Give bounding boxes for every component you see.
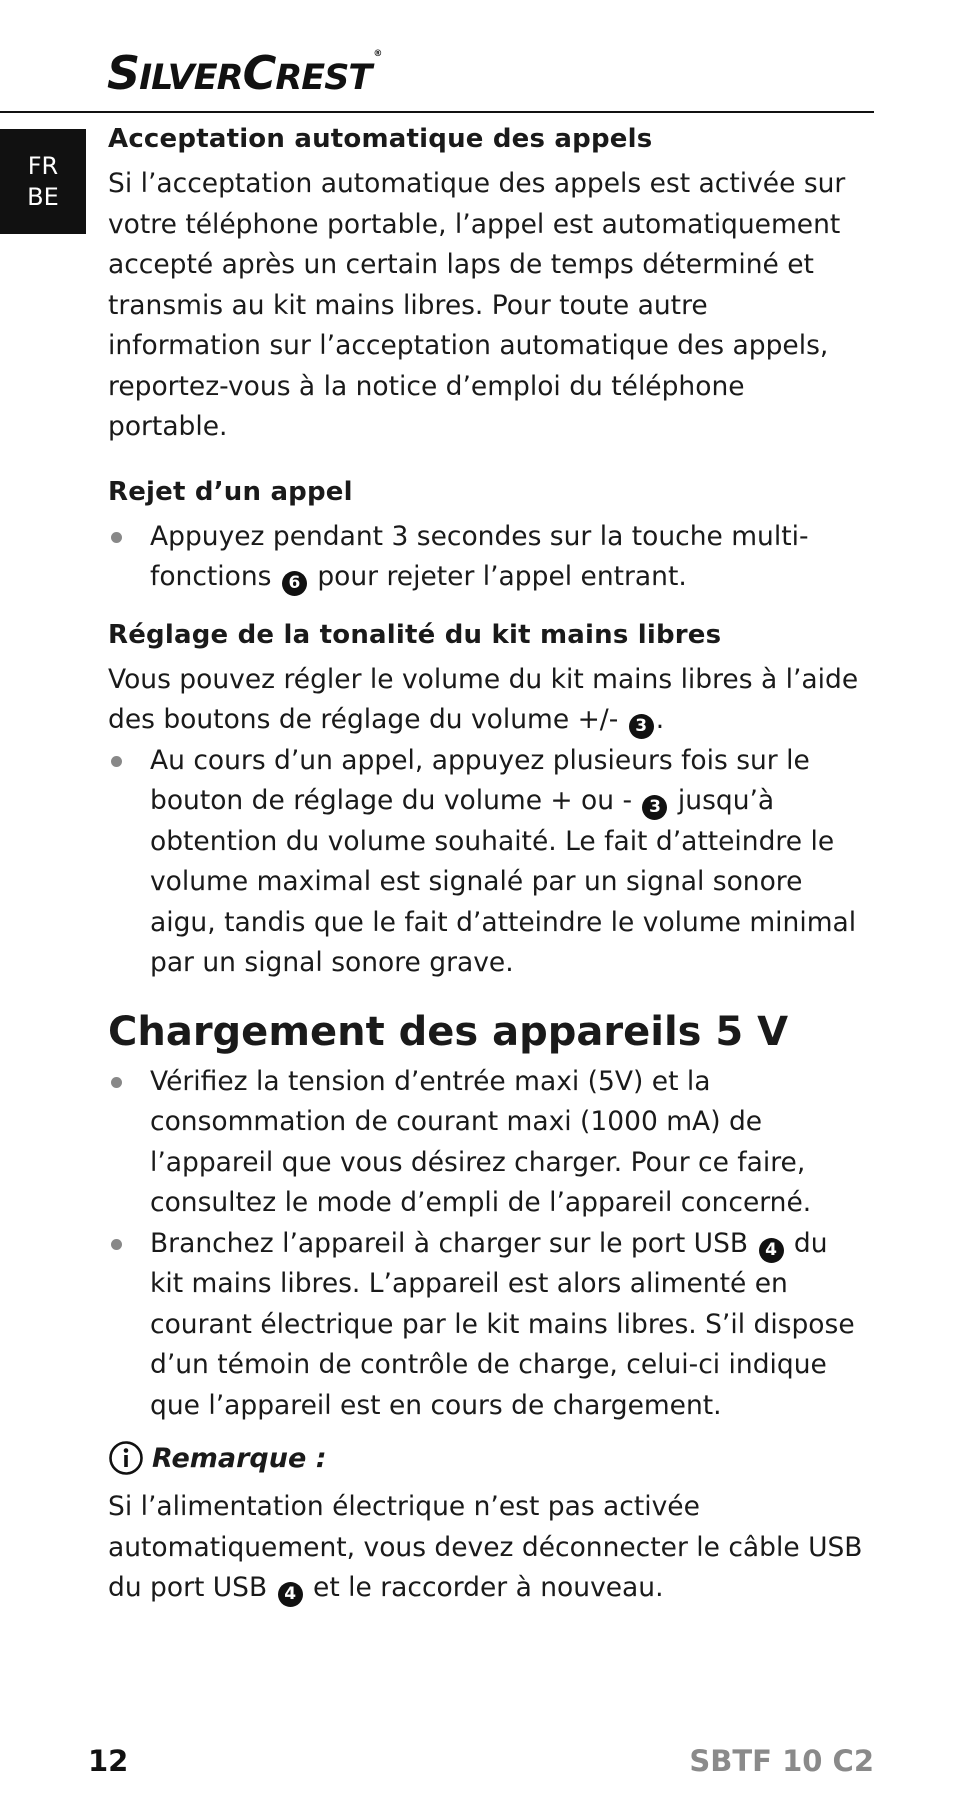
list-item: Vérifiez la tension d’entrée maxi (5V) et la consommation de courant maxi (1000 mA) de l’appareil que vous désirez charger. Pour ce faire, consultez le mode d’empli de l’appareil concerné. [108, 1062, 868, 1224]
callout-number-icon: 4 [759, 1238, 784, 1263]
chapter-heading: Chargement des appareils 5 V [108, 1008, 789, 1055]
note-header [108, 1435, 868, 1481]
callout-number-icon: 4 [278, 1582, 303, 1607]
note-title: Remarque : [152, 1442, 327, 1474]
list-item: Branchez l’appareil à charger sur le port USB 4 du kit mains libres. L’appareil est alors alimenté en courant électrique par le kit mains libres. S’il dispose d’un témoin de contrôle de charge, celui-ci indique que l’appareil est en cours de chargement. [108, 1224, 868, 1427]
section-volume [108, 618, 868, 984]
bullet-icon [111, 1077, 122, 1088]
section-reject-call [108, 475, 868, 598]
page-number: 12 [88, 1744, 129, 1778]
section-heading: Acceptation automatique des appels [108, 124, 653, 154]
paragraph: Vous pouvez régler le volume du kit mains libres à l’aide des boutons de réglage du volume +/- 3 . [108, 660, 868, 741]
language-code-fr: FR [27, 152, 59, 180]
section-auto-accept [108, 122, 868, 448]
bullet-icon [111, 1239, 122, 1250]
bullet-icon [111, 756, 122, 767]
language-code-be: BE [27, 183, 59, 211]
page-content [108, 122, 868, 1609]
note-box [108, 1435, 868, 1609]
section-heading: Réglage de la tonalité du kit mains libres [108, 619, 722, 650]
list-item: Au cours d’un appel, appuyez plusieurs fois sur le bouton de réglage du volume + ou - 3 jusqu’à obtention du volume souhaité. Le fait d’atteindre le volume maximal est signalé par un signal sonore aigu, tandis que le fait d’atteindre le volume minimal par un signal sonore grave. [108, 741, 868, 984]
callout-number-icon: 6 [282, 571, 307, 596]
header-rule [0, 111, 874, 113]
model-number: SBTF 10 C2 [689, 1744, 874, 1778]
language-tab [0, 129, 86, 234]
info-icon [108, 1440, 144, 1476]
note-text: Si l’alimentation électrique n’est pas activée automatiquement, vous devez déconnecter le câble USB du port USB 4 et le raccorder à nouveau. [108, 1487, 868, 1609]
list-item: Appuyez pendant 3 secondes sur la touche multi-fonctions 6 pour rejeter l’appel entrant. [108, 517, 868, 598]
brand-logo: SILVERCREST® [107, 46, 382, 100]
bullet-icon [111, 532, 122, 543]
section-heading: Rejet d’un appel [108, 476, 353, 507]
section-charging [108, 1008, 868, 1427]
callout-number-icon: 3 [642, 795, 667, 820]
paragraph: Si l’acceptation automatique des appels est activée sur votre téléphone portable, l’appel est automatiquement accepté après un certain laps de temps déterminé et transmis au kit mains libres. Pour toute autre information sur l’acceptation automatique des appels, reportez-vous à la notice d’emploi du téléphone portable. [108, 168, 846, 442]
callout-number-icon: 3 [629, 714, 654, 739]
